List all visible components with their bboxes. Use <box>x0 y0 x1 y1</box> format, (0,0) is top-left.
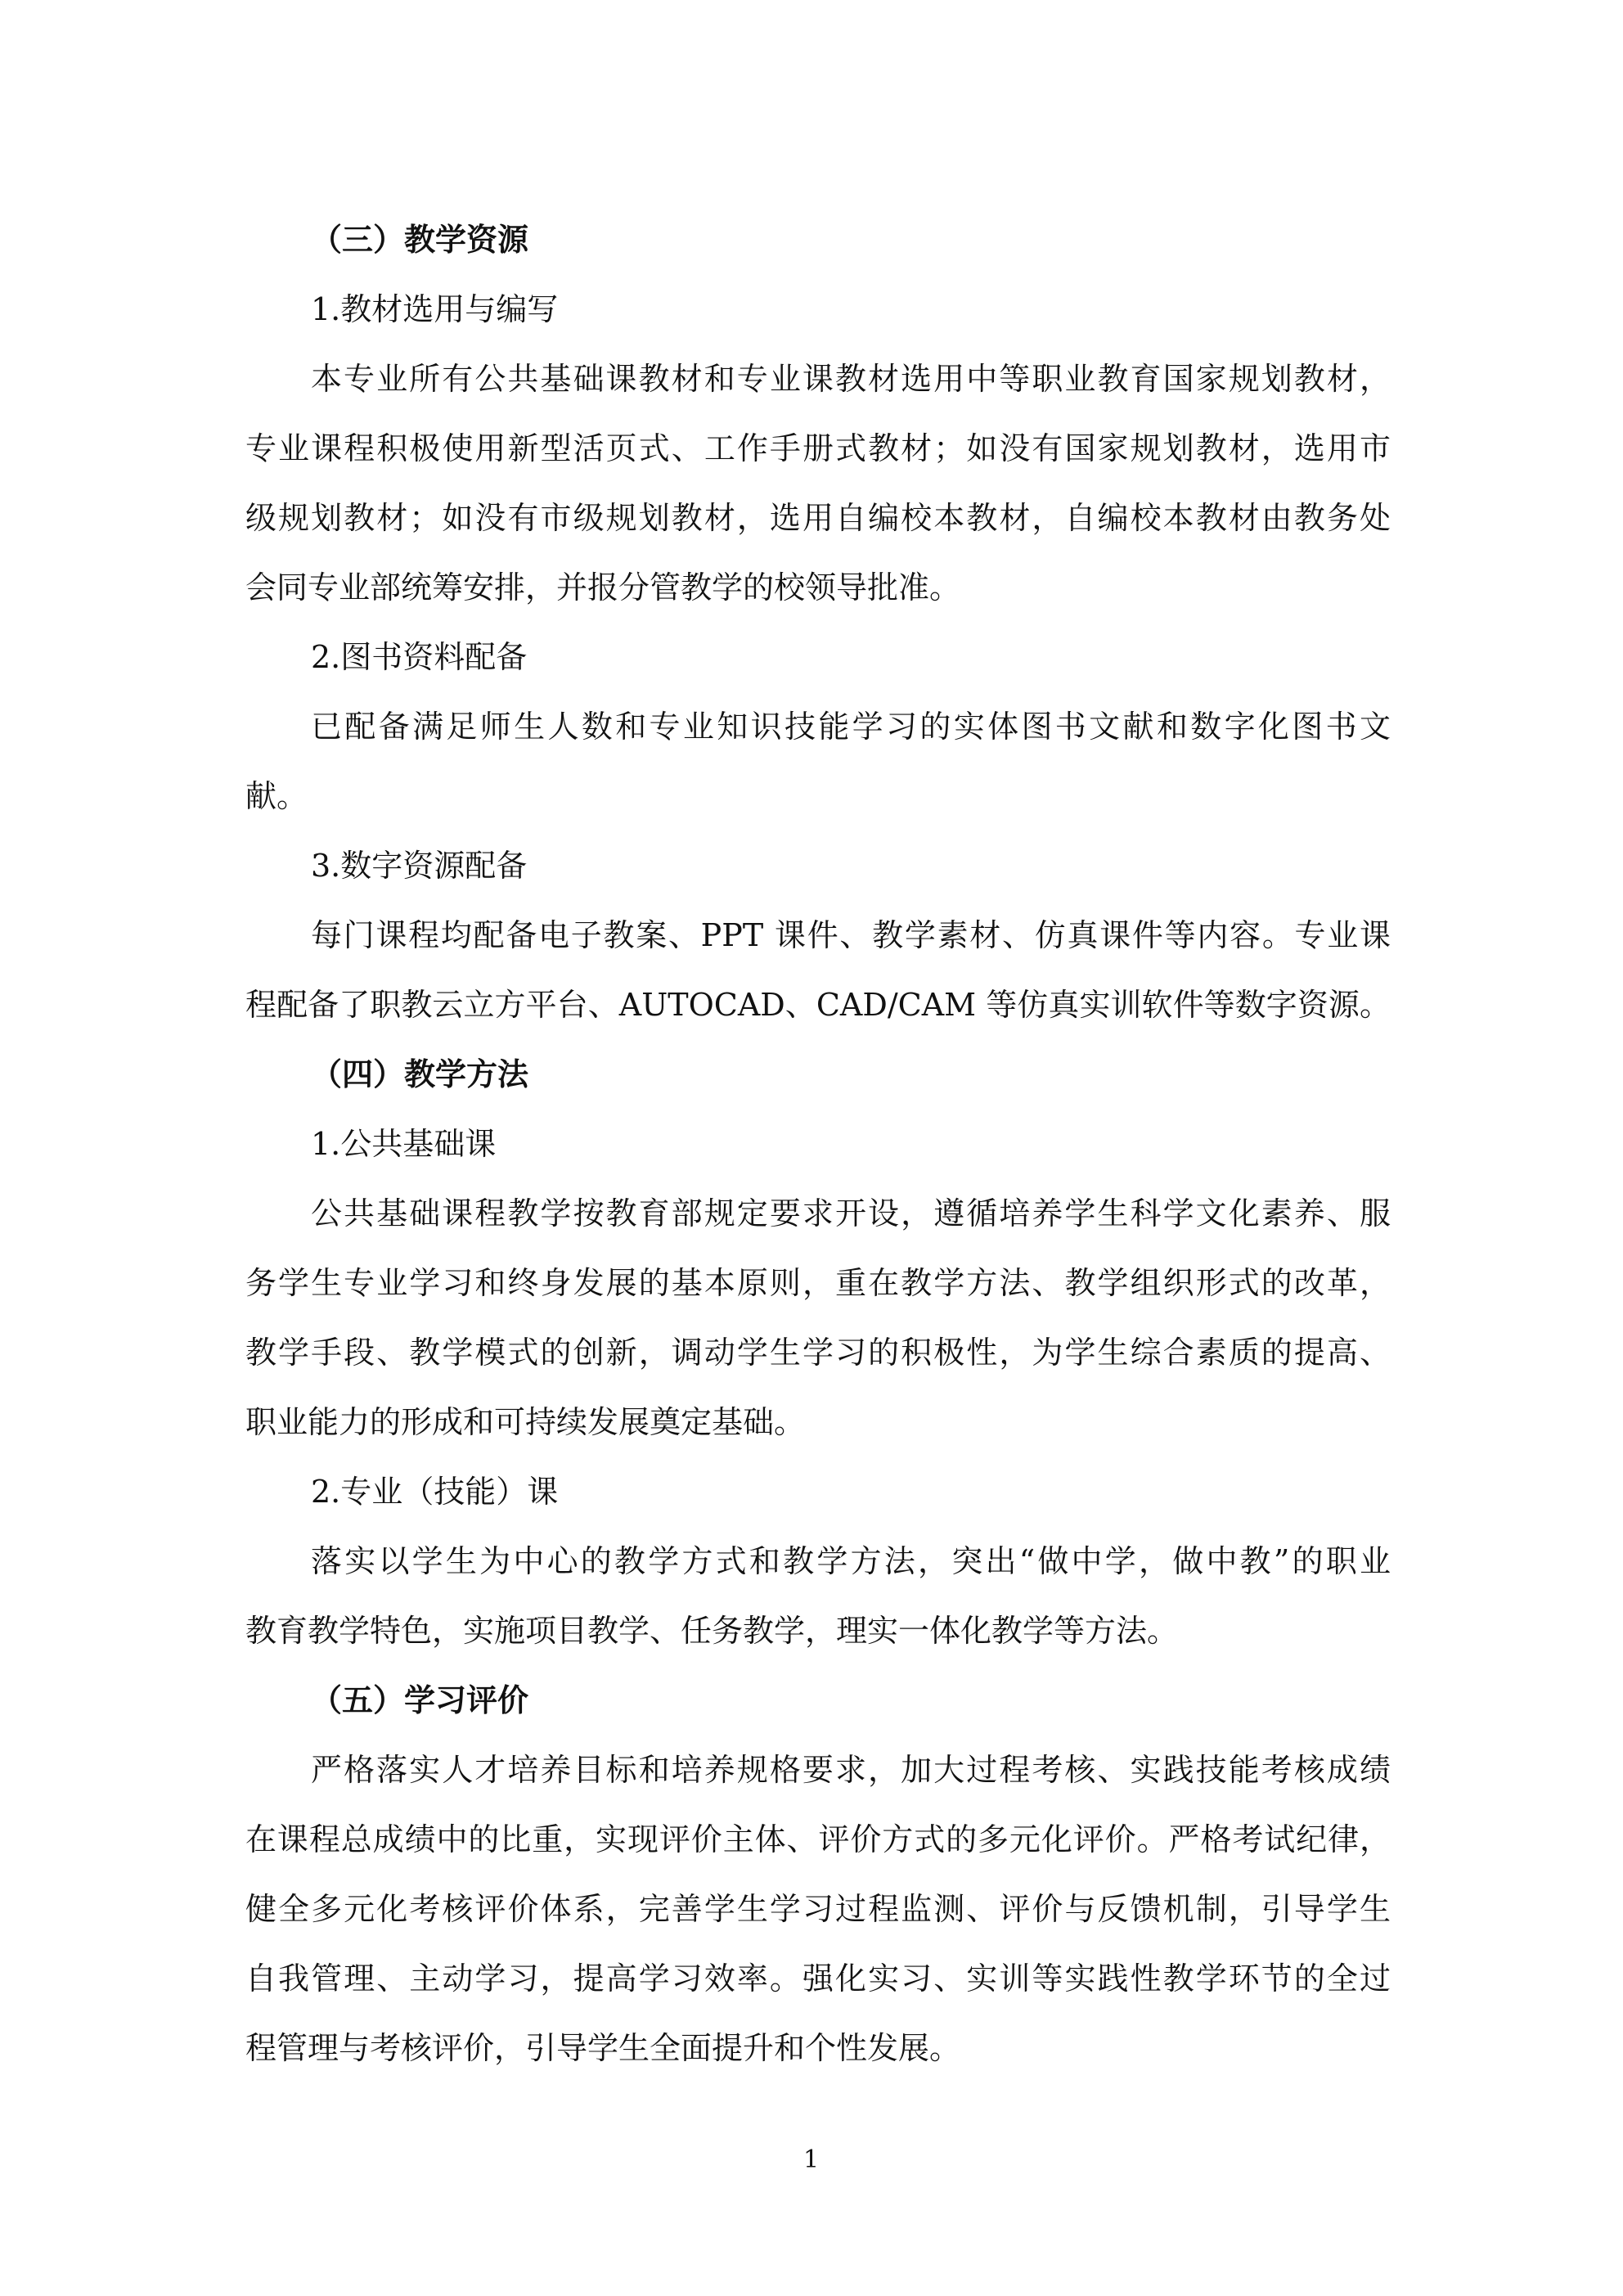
paragraph-line: 程管理与考核评价，引导学生全面提升和个性发展。 <box>245 2030 961 2066</box>
paragraph-line: 在课程总成绩中的比重，实现评价主体、评价方式的多元化评价。严格考试纪律， <box>245 1821 1391 1857</box>
paragraph-line: 自我管理、主动学习，提高学习效率。强化实习、实训等实践性教学环节的全过 <box>245 1961 1391 1997</box>
paragraph-line: 严格落实人才培养目标和培养规格要求，加大过程考核、实践技能考核成绩 <box>311 1752 1391 1788</box>
subheading-public-courses: 1.公共基础课 <box>311 1126 497 1162</box>
paragraph-line: 落实以学生为中心的教学方式和教学方法，突出“做中学，做中教”的职业 <box>311 1543 1391 1579</box>
paragraph-line: 本专业所有公共基础课教材和专业课教材选用中等职业教育国家规划教材， <box>311 361 1391 397</box>
paragraph-line: 献。 <box>245 778 308 814</box>
section-heading-teaching-resources: （三）教学资源 <box>311 222 529 258</box>
paragraph-line: 每门课程均配备电子教案、PPT 课件、教学素材、仿真课件等内容。专业课 <box>311 917 1391 953</box>
subheading-digital-resources: 3.数字资源配备 <box>311 848 528 884</box>
page-number: 1 <box>803 2145 820 2174</box>
paragraph-line: 教学手段、教学模式的创新，调动学生学习的积极性，为学生综合素质的提高、 <box>245 1335 1391 1371</box>
paragraph-line: 教育教学特色，实施项目教学、任务教学，理实一体化教学等方法。 <box>245 1613 1179 1649</box>
paragraph-line: 会同专业部统筹安排，并报分管教学的校领导批准。 <box>245 569 961 606</box>
paragraph-line: 务学生专业学习和终身发展的基本原则，重在教学方法、教学组织形式的改革， <box>245 1265 1391 1301</box>
paragraph-line: 已配备满足师生人数和专业知识技能学习的实体图书文献和数字化图书文 <box>311 709 1391 745</box>
paragraph-line: 专业课程积极使用新型活页式、工作手册式教材；如没有国家规划教材，选用市 <box>245 430 1391 466</box>
subheading-library-resources: 2.图书资料配备 <box>311 639 528 675</box>
section-heading-learning-evaluation: （五）学习评价 <box>311 1682 529 1718</box>
paragraph-line: 职业能力的形成和可持续发展奠定基础。 <box>245 1404 806 1440</box>
section-heading-teaching-methods: （四）教学方法 <box>311 1056 529 1092</box>
paragraph-line: 级规划教材；如没有市级规划教材，选用自编校本教材，自编校本教材由教务处 <box>245 500 1391 536</box>
paragraph-line: 健全多元化考核评价体系，完善学生学习过程监测、评价与反馈机制，引导学生 <box>245 1891 1391 1927</box>
paragraph-line: 公共基础课程教学按教育部规定要求开设，遵循培养学生科学文化素养、服 <box>311 1195 1391 1231</box>
paragraph-line: 程配备了职教云立方平台、AUTOCAD、CAD/CAM 等仿真实训软件等数字资源。 <box>245 987 1391 1023</box>
subheading-professional-courses: 2.专业（技能）课 <box>311 1474 559 1510</box>
subheading-textbook-selection: 1.教材选用与编写 <box>311 291 559 327</box>
